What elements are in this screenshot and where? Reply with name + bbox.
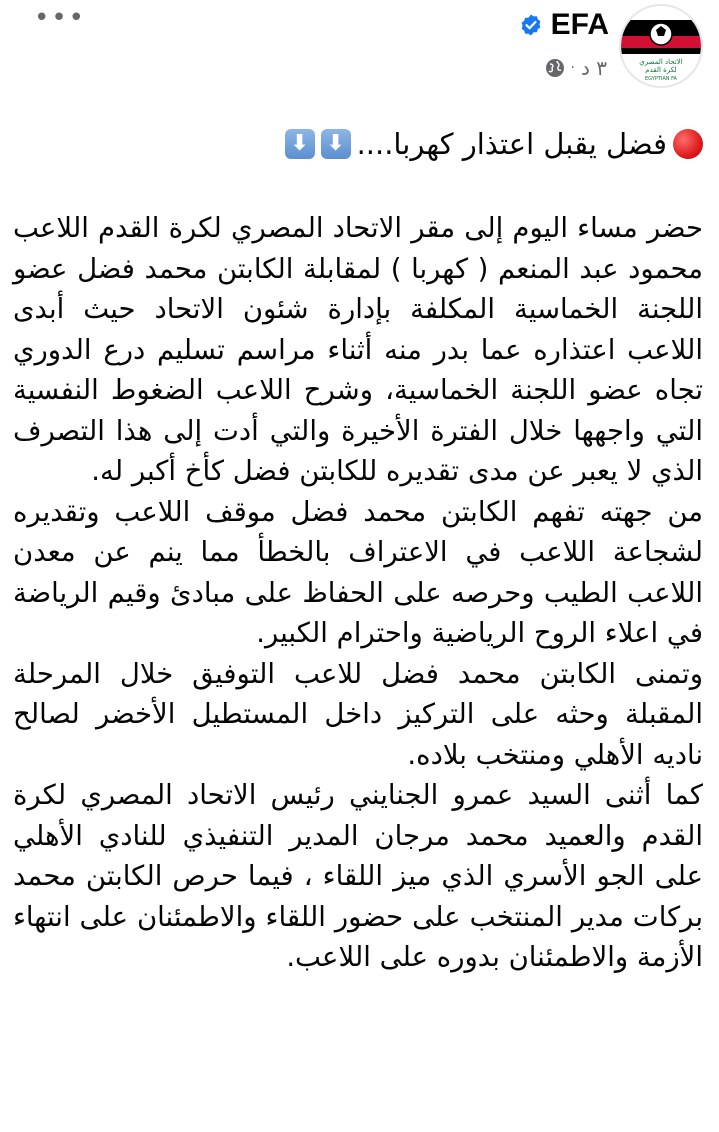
page-name-row xyxy=(519,8,609,42)
page-avatar[interactable] xyxy=(619,4,703,88)
red-circle-icon xyxy=(673,129,703,159)
svg-text:الاتحاد المصري: الاتحاد المصري xyxy=(639,58,683,66)
svg-text:EGYPTIAN FA: EGYPTIAN FA xyxy=(645,76,677,82)
meta-separator: · xyxy=(570,60,575,76)
efa-logo-icon xyxy=(621,6,701,86)
page-name-link[interactable]: EFA xyxy=(550,8,609,41)
more-options-button[interactable]: ••• xyxy=(34,3,87,33)
post-paragraph: كما أثنى السيد عمرو الجنايني رئيس الاتحاد المصري لكرة القدم والعميد محمد مرجان المدير التنفيذي للنادي الأهلي على الجو الأسري الذي ميز اللقاء ، فيما حرص الكابتن محمد بركات مدير المنتخب على حضور اللقاء والاطمئنان على انتهاء الأزمة والاطمئنان بدوره على اللاعب. xyxy=(13,779,703,973)
blank-line xyxy=(13,170,703,208)
post-timestamp[interactable]: ٣ د xyxy=(580,56,607,80)
globe-icon[interactable] xyxy=(545,58,565,78)
verified-badge-icon xyxy=(519,13,543,37)
headline-text: فضل يقبل اعتذار كهربا.... xyxy=(356,127,667,161)
post-paragraph: وتمنى الكابتن محمد فضل للاعب التوفيق خلال المرحلة المقبلة وحثه على التركيز داخل المستطيل الأخضر لصالح ناديه الأهلي ومنتخب بلاده. xyxy=(13,657,703,771)
post-paragraph: حضر مساء اليوم إلى مقر الاتحاد المصري لكرة القدم اللاعب محمود عبد المنعم ( كهربا ) لمقابلة الكابتن محمد فضل عضو اللجنة الخماسية المكلفة بإدارة شئون الاتحاد حيث أبدى اللاعب اعتذاره عما بدر منه أثناء مراسم تسليم درع الدوري تجاه عضو اللجنة الخماسية، وشرح اللاعب الضغوط النفسية التي واجهها خلال الفترة الأخيرة والتي أدت إلى هذا التصرف الذي لا يعبر عن مدى تقديره للكابتن فضل كأخ أكبر له. xyxy=(13,212,703,487)
post-paragraph: من جهته تفهم الكابتن محمد فضل موقف اللاعب وتقديره لشجاعة اللاعب في الاعتراف بالخطأ مما ينم عن معدن اللاعب الطيب وحرصه على الحفاظ على مبادئ وقيم الرياضة في اعلاء الروح الرياضية واحترام الكبير. xyxy=(13,495,703,649)
svg-text:لكرة القدم: لكرة القدم xyxy=(645,66,677,74)
post-header xyxy=(0,0,719,100)
down-arrow-icon: ⬇ xyxy=(321,129,351,159)
post-body xyxy=(13,118,703,978)
post-headline xyxy=(13,118,703,170)
down-arrow-icon: ⬇ xyxy=(285,129,315,159)
post-meta xyxy=(545,56,607,80)
